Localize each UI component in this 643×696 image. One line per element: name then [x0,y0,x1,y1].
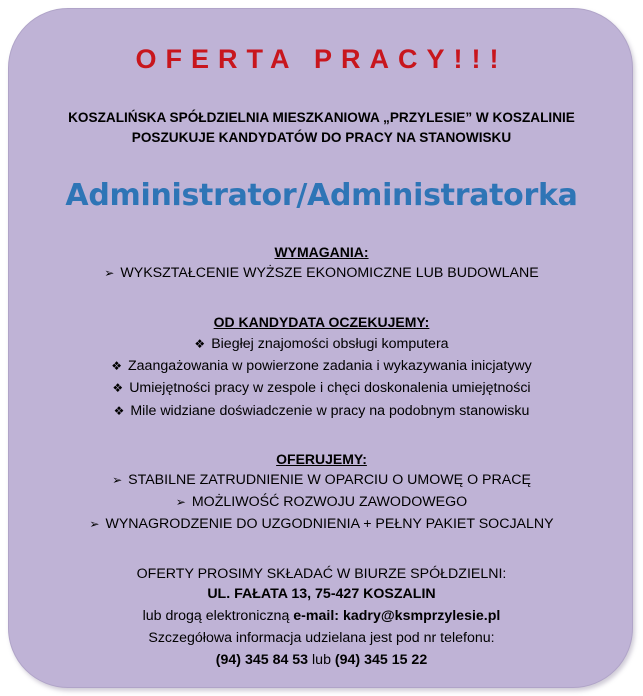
expectations-heading: OD KANDYDATA OCZEKUJEMY: [213,314,430,330]
position-title: Administrator/Administratorka [65,178,578,213]
phone-2[interactable]: (94) 345 15 22 [334,652,428,668]
intro-line-2: POSZUKUJE KANDYDATÓW DO PRACY NA STANOWISKU [131,130,512,145]
contact-phones: (94) 345 84 53 lub (94) 345 15 22 [215,652,428,668]
expectation-item: ❖ Zaangażowania w powierzone zadania i wykazywania inicjatywy [111,358,532,374]
intro-line-1: KOSZALIŃSKA SPÓŁDZIELNIA MIESZKANIOWA „PRZYLESIE” W KOSZALINIE [68,110,575,125]
phone-1[interactable]: (94) 345 84 53 [215,652,309,668]
diamond-bullet-icon: ❖ [113,404,125,418]
contact-intro: OFERTY PROSIMY SKŁADAĆ W BIURZE SPÓŁDZIELNI: [136,566,507,582]
offer-item: ➢ MOŻLIWOŚĆ ROZWOJU ZAWODOWEGO [175,494,468,510]
arrow-bullet-icon: ➢ [175,495,186,509]
requirement-item: ➢ WYKSZTAŁCENIE WYŻSZE EKONOMICZNE LUB BUDOWLANE [104,265,539,281]
requirements-heading: WYMAGANIA: [274,244,369,260]
arrow-bullet-icon: ➢ [104,266,115,280]
expectation-item: ❖ Biegłej znajomości obsługi komputera [194,336,449,352]
contact-address: UL. FAŁATA 13, 75-427 KOSZALIN [207,586,436,602]
email-link[interactable]: kadry@ksmprzylesie.pl [342,608,501,624]
diamond-bullet-icon: ❖ [112,381,124,395]
offer-title: OFERTA PRACY!!! [135,44,508,74]
diamond-bullet-icon: ❖ [194,337,206,351]
arrow-bullet-icon: ➢ [112,473,123,487]
offer-item: ➢ WYNAGRODZENIE DO UZGODNIENIA + PEŁNY PAKIET SOCJALNY [89,516,554,532]
contact-info-line: Szczegółowa informacja udzielana jest pod nr telefonu: [148,630,495,646]
expectation-item: ❖ Mile widziane doświadczenie w pracy na podobnym stanowisku [113,403,530,419]
diamond-bullet-icon: ❖ [111,359,122,373]
expectation-item: ❖ Umiejętności pracy w zespole i chęci doskonalenia umiejętności [112,380,531,396]
offer-heading: OFERUJEMY: [276,451,367,467]
offer-item: ➢ STABILNE ZATRUDNIENIE W OPARCIU O UMOWĘ O PRACĘ [112,472,531,488]
arrow-bullet-icon: ➢ [89,517,100,531]
contact-email-line: lub drogą elektroniczną e-mail: kadry@ksmprzylesie.pl [142,608,501,624]
